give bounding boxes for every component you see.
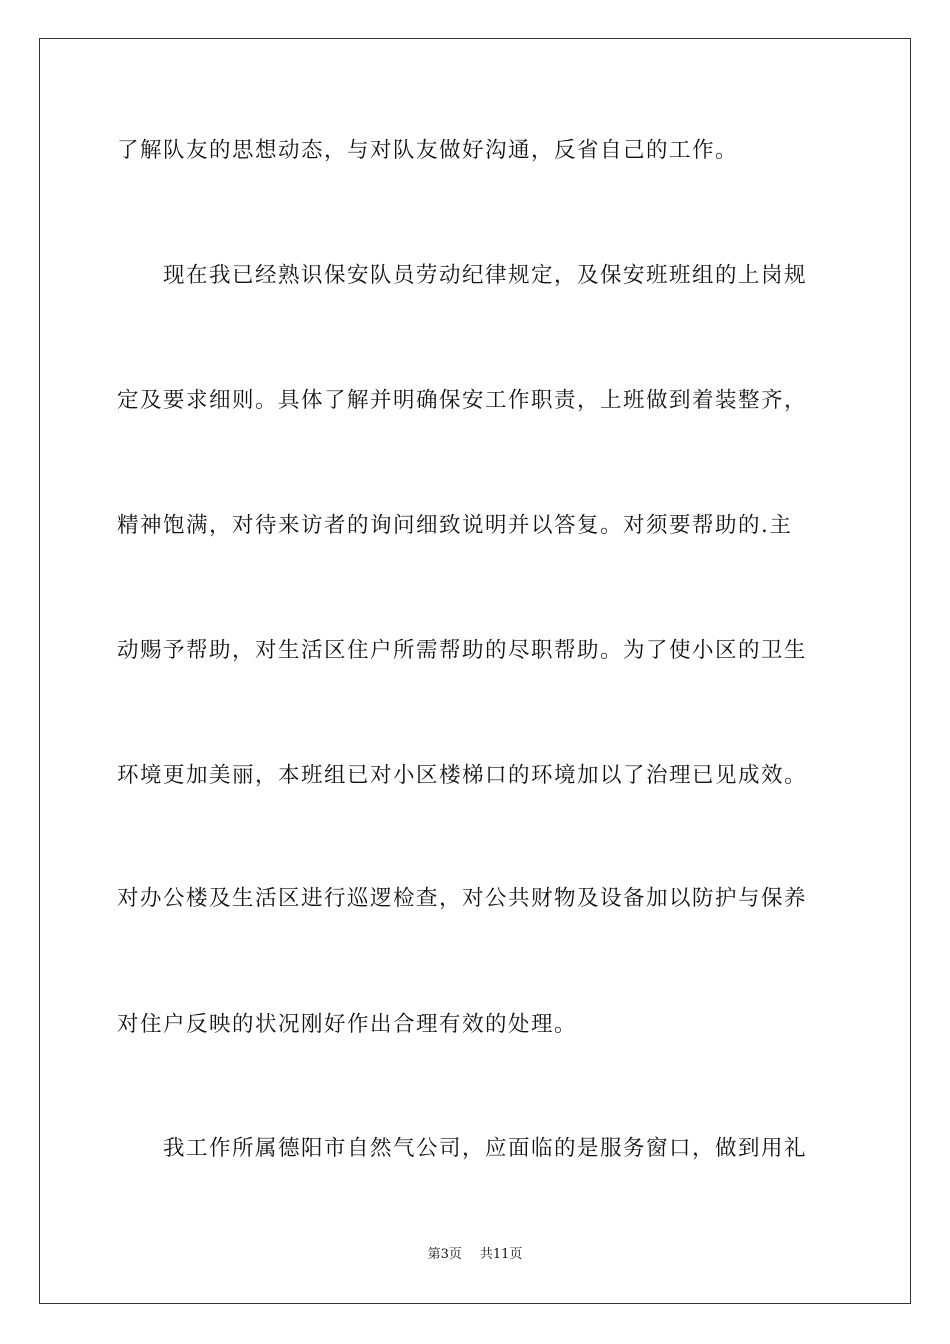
- page-footer: [0, 1246, 950, 1264]
- text-line: 动赐予帮助，对生活区住户所需帮助的尽职帮助。为了使小区的卫生: [117, 638, 808, 663]
- page-number: 第3页: [427, 1247, 462, 1262]
- text-line: 精神饱满，对待来访者的询问细致说明并以答复。对须要帮助的.主: [117, 513, 793, 538]
- paragraph-start-line: 我工作所属德阳市自然气公司，应面临的是服务窗口，做到用礼: [163, 1136, 808, 1161]
- total-pages: 共11页: [479, 1247, 523, 1262]
- text-line: 定及要求细则。具体了解并明确保安工作职责，上班做到着装整齐，: [117, 388, 808, 413]
- text-line: 对住户反映的状况刚好作出合理有效的处理。: [117, 1012, 578, 1037]
- page-border: [39, 38, 911, 1304]
- text-line: 对办公楼及生活区进行巡逻检查，对公共财物及设备加以防护与保养: [117, 886, 808, 911]
- text-line: 环境更加美丽，本班组已对小区楼梯口的环境加以了治理已见成效。: [117, 763, 808, 788]
- paragraph-start-line: 现在我已经熟识保安队员劳动纪律规定，及保安班班组的上岗规: [163, 263, 808, 288]
- text-line: 了解队友的思想动态，与对队友做好沟通，反省自己的工作。: [117, 138, 739, 163]
